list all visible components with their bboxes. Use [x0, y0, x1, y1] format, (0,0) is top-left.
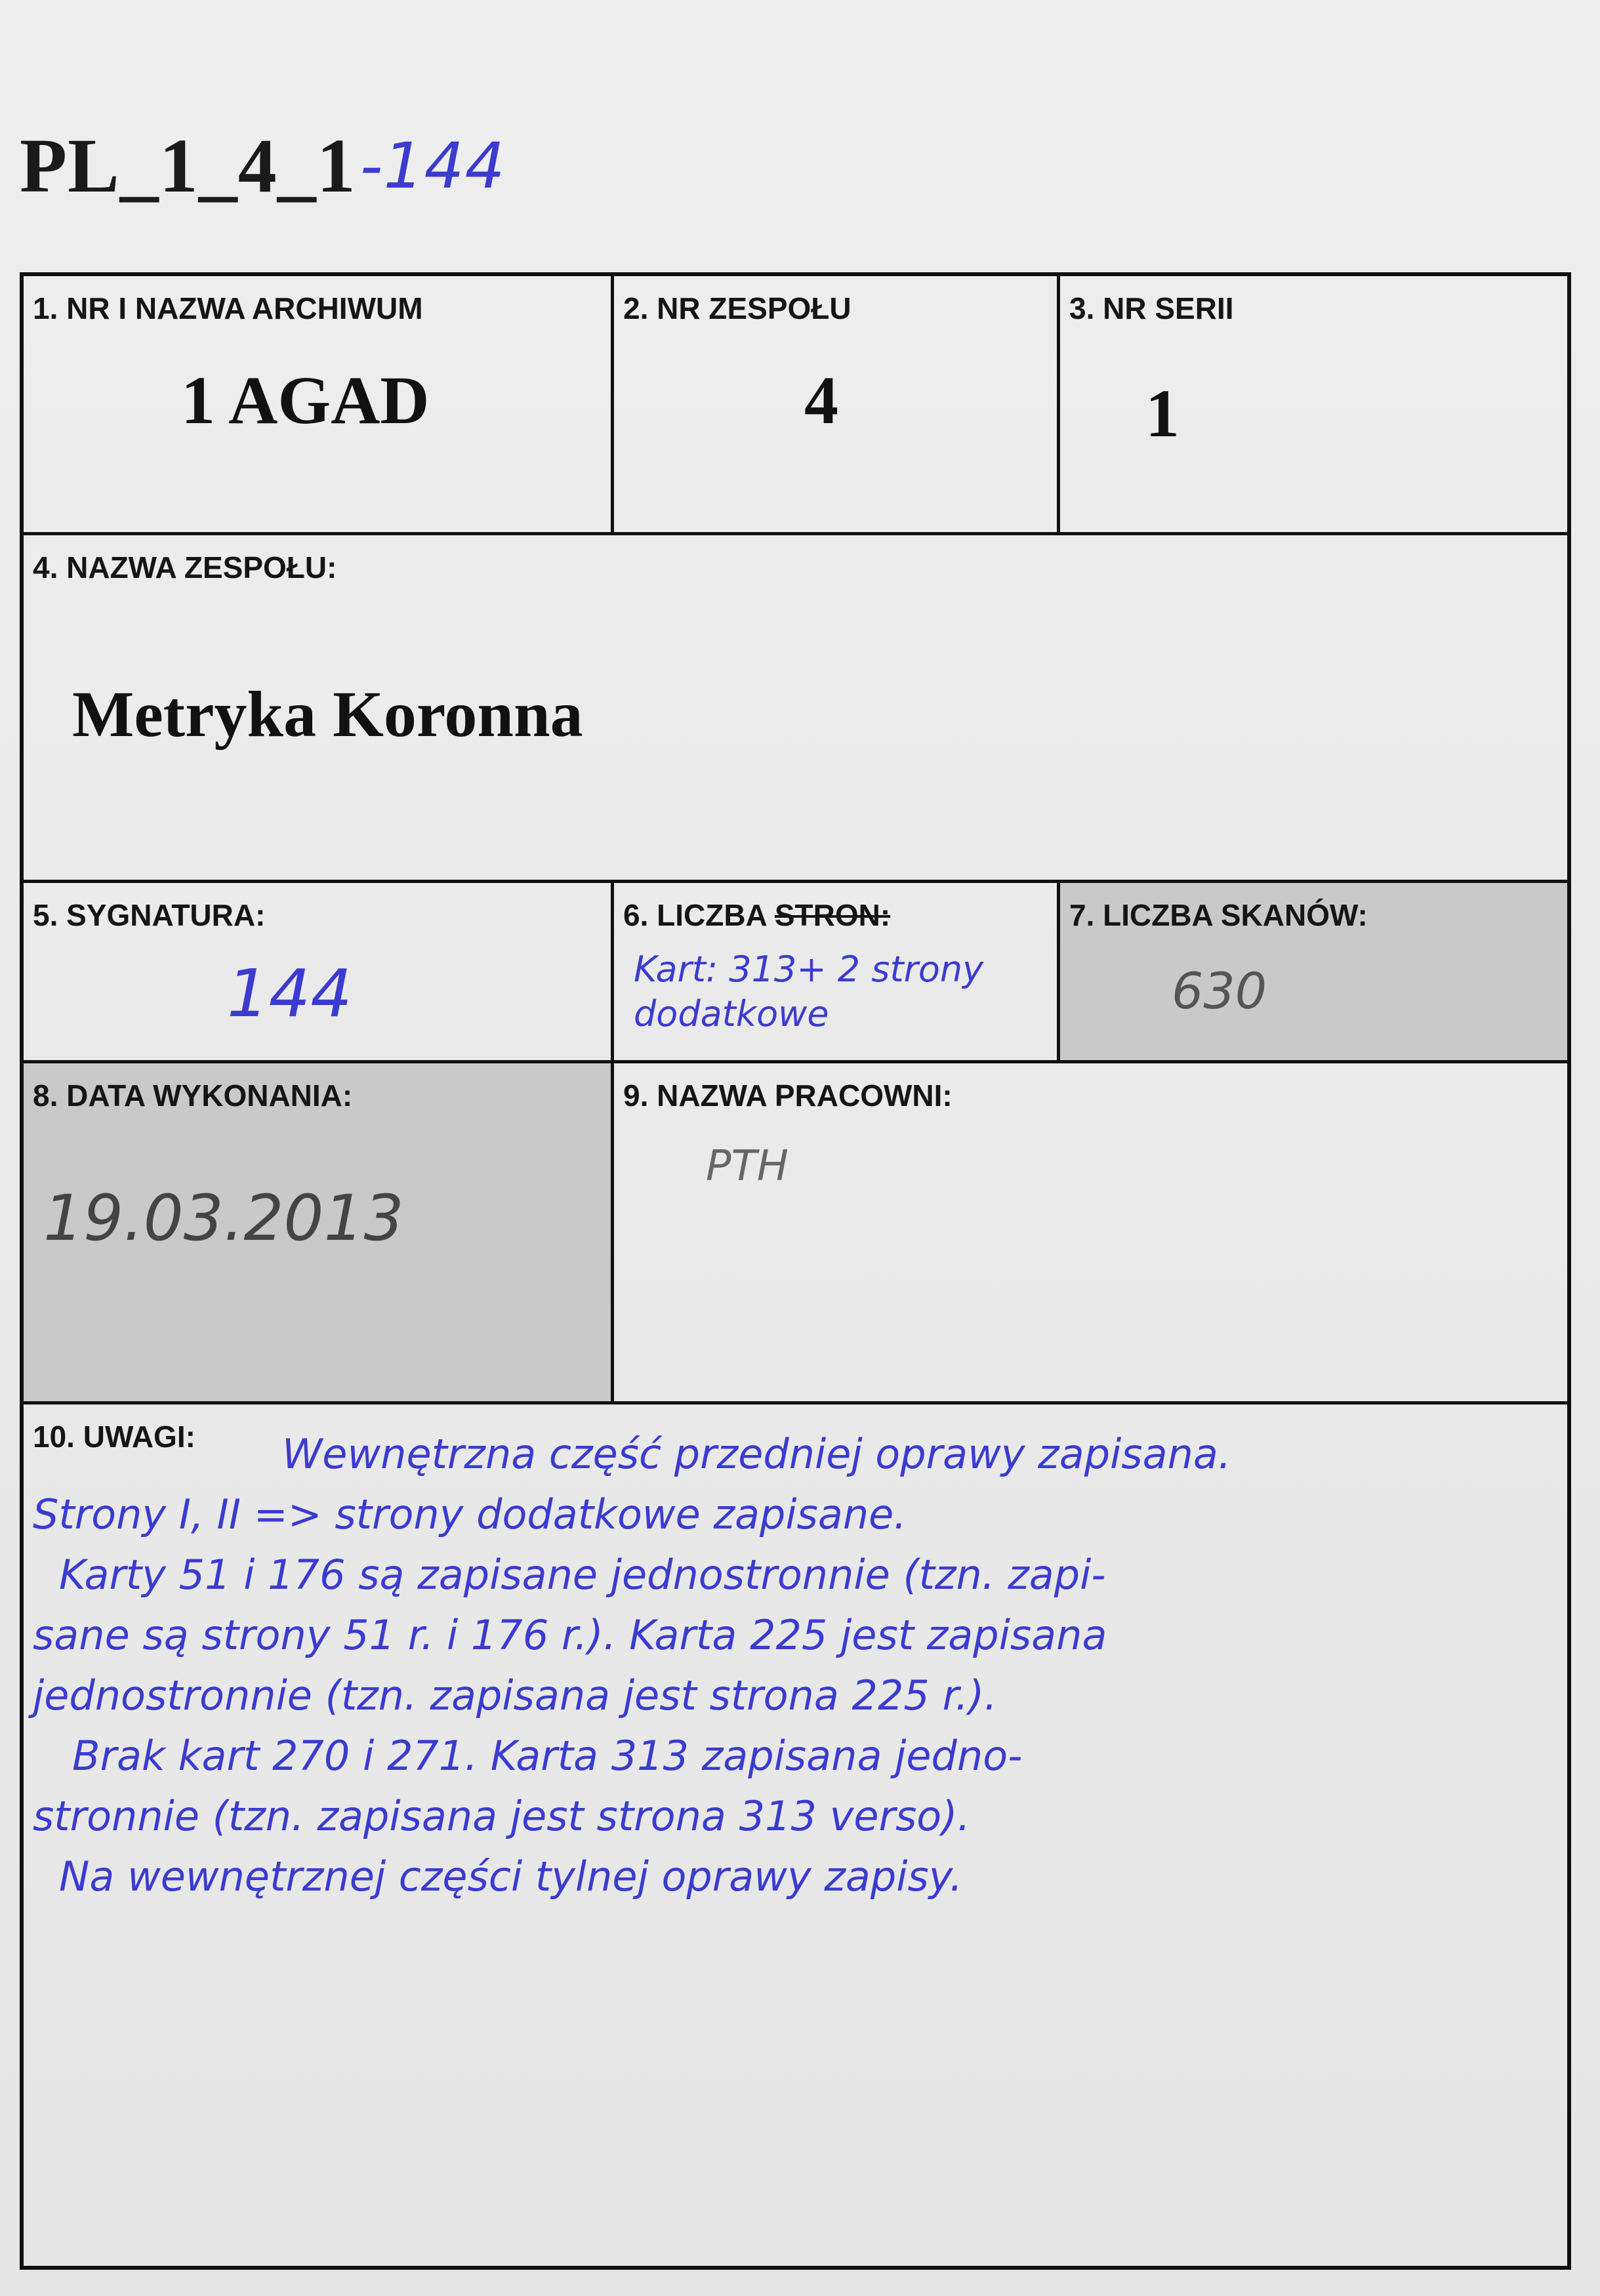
- archive-value: 1 AGAD: [181, 363, 430, 438]
- scan-count-cell: [1060, 883, 1567, 1063]
- page-count-label-prefix: 6. LICZBA: [623, 898, 775, 932]
- page-count-value-line1: Kart: 313+ 2 strony: [634, 949, 984, 990]
- fonds-number-cell: [614, 276, 1060, 535]
- fonds-number-value: 4: [804, 363, 838, 438]
- document-code-printed: PL_1_4_1: [20, 123, 356, 209]
- notes-text: [33, 1424, 1554, 1907]
- fonds-name-cell: [24, 535, 1567, 883]
- workshop-value: PTH: [706, 1142, 789, 1191]
- workshop-label: 9. NAZWA PRACOWNI:: [623, 1078, 953, 1113]
- notes-line: jednostronnie (tzn. zapisana jest strona 225 r.).: [33, 1671, 997, 1719]
- notes-label: 10. UWAGI:: [33, 1420, 195, 1454]
- scan-count-value: 630: [1172, 962, 1267, 1020]
- notes-line: Na wewnętrznej części tylnej oprawy zapisy.: [59, 1853, 963, 1900]
- notes-line: stronnie (tzn. zapisana jest strona 313 verso).: [33, 1792, 971, 1840]
- signature-value: 144: [227, 955, 352, 1032]
- series-number-value: 1: [1145, 376, 1179, 451]
- signature-cell: [24, 883, 614, 1063]
- archive-label: 1. NR I NAZWA ARCHIWUM: [33, 291, 423, 325]
- date-label: 8. DATA WYKONANIA:: [33, 1078, 353, 1113]
- notes-line: Strony I, II => strony dodatkowe zapisane.: [33, 1490, 907, 1538]
- signature-label: 5. SYGNATURA:: [33, 898, 266, 932]
- page-count-label: [623, 897, 890, 933]
- metadata-form: [20, 272, 1571, 2270]
- document-code: [20, 121, 506, 211]
- date-cell: [24, 1063, 614, 1404]
- scan-count-label: 7. LICZBA SKANÓW:: [1069, 898, 1368, 932]
- page-count-label-struck: STRON:: [774, 898, 891, 932]
- fonds-number-label: 2. NR ZESPOŁU: [623, 291, 851, 325]
- notes-line: sane są strony 51 r. i 176 r.). Karta 225 jest zapisana: [33, 1611, 1107, 1659]
- page-count-cell: [614, 883, 1060, 1063]
- series-number-label: 3. NR SERII: [1069, 291, 1234, 325]
- fonds-name-value: Metryka Koronna: [72, 678, 583, 750]
- date-value: 19.03.2013: [43, 1181, 404, 1255]
- notes-line: Wewnętrzna część przedniej oprawy zapisana.: [282, 1430, 1231, 1478]
- fonds-name-label: 4. NAZWA ZESPOŁU:: [33, 550, 337, 584]
- series-number-cell: [1060, 276, 1567, 535]
- archive-cell: [24, 276, 614, 535]
- page-count-value-line2: dodatkowe: [634, 993, 829, 1035]
- notes-line: Karty 51 i 176 są zapisane jednostronnie (tzn. zapi-: [59, 1551, 1106, 1599]
- workshop-cell: [614, 1063, 1567, 1404]
- document-code-handwritten: -144: [359, 129, 506, 203]
- notes-cell: [24, 1404, 1567, 2266]
- notes-line: Brak kart 270 i 271. Karta 313 zapisana jedno-: [72, 1732, 1023, 1780]
